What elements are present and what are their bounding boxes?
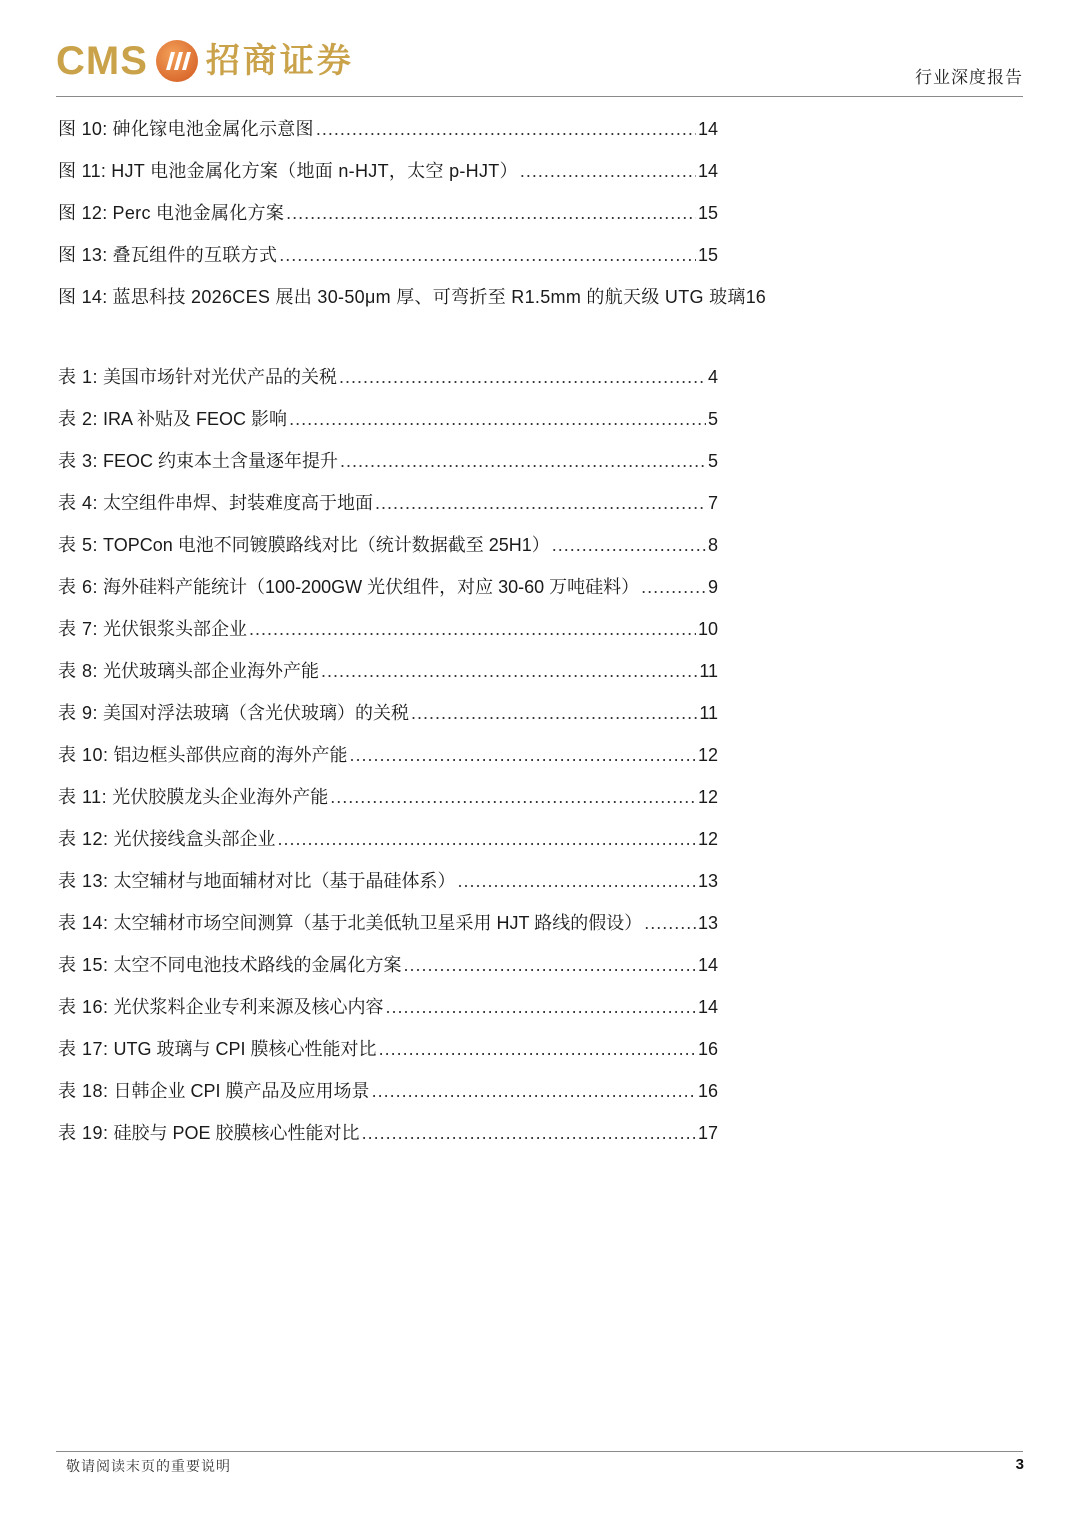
- table-prefix: 表 11:: [58, 787, 108, 807]
- dot-leader: [249, 614, 696, 644]
- table-page: 4: [707, 367, 718, 387]
- table-prefix: 表 15:: [58, 955, 109, 975]
- dot-leader: [379, 1034, 696, 1064]
- table-page: 17: [697, 1123, 718, 1143]
- toc-table-entry[interactable]: [58, 908, 718, 950]
- toc-table-entry[interactable]: [58, 698, 718, 740]
- table-page: 5: [707, 409, 718, 429]
- dot-leader: [375, 488, 706, 518]
- table-prefix: 表 1:: [58, 367, 99, 387]
- table-prefix: 表 19:: [58, 1123, 109, 1143]
- table-title: 美国对浮法玻璃（含光伏玻璃）的关税: [103, 703, 410, 723]
- table-title: 光伏接线盒头部企业: [113, 829, 276, 849]
- table-page: 9: [707, 577, 718, 597]
- table-prefix: 表 12:: [58, 829, 109, 849]
- toc-figure-entry[interactable]: [58, 240, 718, 282]
- table-title: FEOC 约束本土含量逐年提升: [103, 451, 339, 471]
- table-page: 5: [707, 451, 718, 471]
- table-page: 16: [697, 1039, 718, 1059]
- table-title: 太空不同电池技术路线的金属化方案: [113, 955, 402, 975]
- toc-table-entry[interactable]: [58, 950, 718, 992]
- table-page: 14: [697, 997, 718, 1017]
- logo-wordmark: CMS: [56, 39, 148, 83]
- table-page: 12: [697, 787, 718, 807]
- table-title: 光伏浆料企业专利来源及核心内容: [113, 997, 384, 1017]
- table-prefix: 表 6:: [58, 577, 99, 597]
- table-title: 太空辅材与地面辅材对比（基于晶硅体系）: [113, 871, 456, 891]
- toc-figure-entry[interactable]: [58, 198, 718, 240]
- toc-table-entry[interactable]: [58, 782, 718, 824]
- table-prefix: 表 18:: [58, 1081, 109, 1101]
- table-title: 海外硅料产能统计（100-200GW 光伏组件，对应 30-60 万吨硅料）: [103, 577, 640, 597]
- figure-prefix: 图 14:: [58, 287, 108, 307]
- figure-page: 15: [697, 203, 718, 223]
- dot-leader: [278, 824, 696, 854]
- toc-table-entry[interactable]: [58, 614, 718, 656]
- page-header: [0, 0, 1080, 100]
- toc-table-entry[interactable]: [58, 488, 718, 530]
- dot-leader: [411, 698, 697, 728]
- figure-prefix: 图 10:: [58, 119, 108, 139]
- report-type-label: 行业深度报告: [915, 68, 1023, 87]
- disclaimer-note: 敬请阅读末页的重要说明: [66, 1458, 231, 1474]
- dot-leader: [339, 362, 706, 392]
- table-prefix: 表 13:: [58, 871, 109, 891]
- dot-leader: [316, 114, 696, 144]
- table-prefix: 表 10:: [58, 745, 109, 765]
- figure-list: [58, 114, 766, 324]
- cms-emblem-icon: [154, 38, 200, 84]
- table-title: UTG 玻璃与 CPI 膜核心性能对比: [113, 1039, 377, 1059]
- toc-table-entry[interactable]: [58, 824, 718, 866]
- figure-title: 砷化镓电池金属化示意图: [112, 119, 314, 139]
- table-prefix: 表 7:: [58, 619, 99, 639]
- table-prefix: 表 4:: [58, 493, 99, 513]
- toc-table-entry[interactable]: [58, 572, 718, 614]
- dot-leader: [372, 1076, 696, 1106]
- figure-title: 蓝思科技 2026CES 展出 30-50μm 厚、可弯折至 R1.5mm 的航天级 UTG 玻璃: [112, 287, 746, 307]
- toc-table-entry[interactable]: [58, 1118, 718, 1160]
- toc-table-entry[interactable]: [58, 740, 718, 782]
- table-title: 光伏胶膜龙头企业海外产能: [112, 787, 329, 807]
- cms-logo: [56, 36, 354, 86]
- dot-leader: [321, 656, 697, 686]
- figure-prefix: 图 13:: [58, 245, 108, 265]
- table-page: 12: [697, 829, 718, 849]
- table-page: 11: [699, 661, 718, 681]
- table-page: 10: [697, 619, 718, 639]
- toc-table-entry[interactable]: [58, 1034, 718, 1076]
- figure-prefix: 图 11:: [58, 161, 107, 181]
- header-divider: [56, 96, 1023, 97]
- table-title: 硅胶与 POE 胶膜核心性能对比: [113, 1123, 360, 1143]
- table-page: 16: [697, 1081, 718, 1101]
- dot-leader: [279, 240, 696, 270]
- table-title: IRA 补贴及 FEOC 影响: [103, 409, 288, 429]
- toc-table-entry[interactable]: [58, 362, 718, 404]
- table-prefix: 表 8:: [58, 661, 99, 681]
- table-page: 8: [707, 535, 718, 555]
- toc-figure-entry[interactable]: [58, 156, 718, 198]
- table-prefix: 表 2:: [58, 409, 99, 429]
- dot-leader: [520, 156, 696, 186]
- dot-leader: [350, 740, 696, 770]
- dot-leader: [362, 1118, 696, 1148]
- toc-table-entry[interactable]: [58, 656, 718, 698]
- dot-leader: [286, 198, 696, 228]
- table-title: TOPCon 电池不同镀膜路线对比（统计数据截至 25H1）: [103, 535, 550, 555]
- table-page: 7: [707, 493, 718, 513]
- figure-title: HJT 电池金属化方案（地面 n-HJT，太空 p-HJT）: [111, 161, 518, 181]
- table-title: 光伏玻璃头部企业海外产能: [103, 661, 320, 681]
- table-prefix: 表 3:: [58, 451, 99, 471]
- dot-leader: [641, 572, 706, 602]
- page-number: 3: [1015, 1456, 1024, 1473]
- dot-leader: [340, 446, 706, 476]
- footer-divider: [56, 1451, 1023, 1452]
- dot-leader: [552, 530, 706, 560]
- table-title: 太空辅材市场空间测算（基于北美低轨卫星采用 HJT 路线的假设）: [113, 913, 643, 933]
- table-prefix: 表 14:: [58, 913, 109, 933]
- figure-page: 16: [745, 287, 766, 307]
- figure-page: 14: [697, 161, 718, 181]
- figure-page: 15: [697, 245, 718, 265]
- table-prefix: 表 9:: [58, 703, 99, 723]
- figure-page: 14: [697, 119, 718, 139]
- table-prefix: 表 16:: [58, 997, 109, 1017]
- dot-leader: [386, 992, 696, 1022]
- table-title: 铝边框头部供应商的海外产能: [113, 745, 348, 765]
- table-page: 11: [699, 703, 718, 723]
- toc-table-entry[interactable]: [58, 446, 718, 488]
- table-title: 美国市场针对光伏产品的关税: [103, 367, 338, 387]
- table-page: 12: [697, 745, 718, 765]
- table-prefix: 表 5:: [58, 535, 99, 555]
- table-title: 日韩企业 CPI 膜产品及应用场景: [113, 1081, 370, 1101]
- toc-table-entry[interactable]: [58, 866, 718, 908]
- toc-figure-entry[interactable]: [58, 282, 798, 324]
- figure-title: Perc 电池金属化方案: [112, 203, 285, 223]
- figure-title: 叠瓦组件的互联方式: [112, 245, 278, 265]
- dot-leader: [404, 950, 696, 980]
- toc-table-entry[interactable]: [58, 404, 718, 446]
- dot-leader: [644, 908, 696, 938]
- table-page: 14: [697, 955, 718, 975]
- dot-leader: [458, 866, 696, 896]
- toc-figure-entry[interactable]: [58, 114, 718, 156]
- dot-leader: [330, 782, 696, 812]
- toc-table-entry[interactable]: [58, 1076, 718, 1118]
- table-title: 太空组件串焊、封装难度高于地面: [103, 493, 374, 513]
- table-list: [58, 362, 718, 1160]
- table-prefix: 表 17:: [58, 1039, 109, 1059]
- table-title: 光伏银浆头部企业: [103, 619, 248, 639]
- logo-chinese-name: 招商证券: [205, 41, 354, 81]
- table-page: 13: [697, 871, 718, 891]
- toc-table-entry[interactable]: [58, 992, 718, 1034]
- toc-table-entry[interactable]: [58, 530, 718, 572]
- figure-prefix: 图 12:: [58, 203, 108, 223]
- dot-leader: [289, 404, 706, 434]
- table-page: 13: [697, 913, 718, 933]
